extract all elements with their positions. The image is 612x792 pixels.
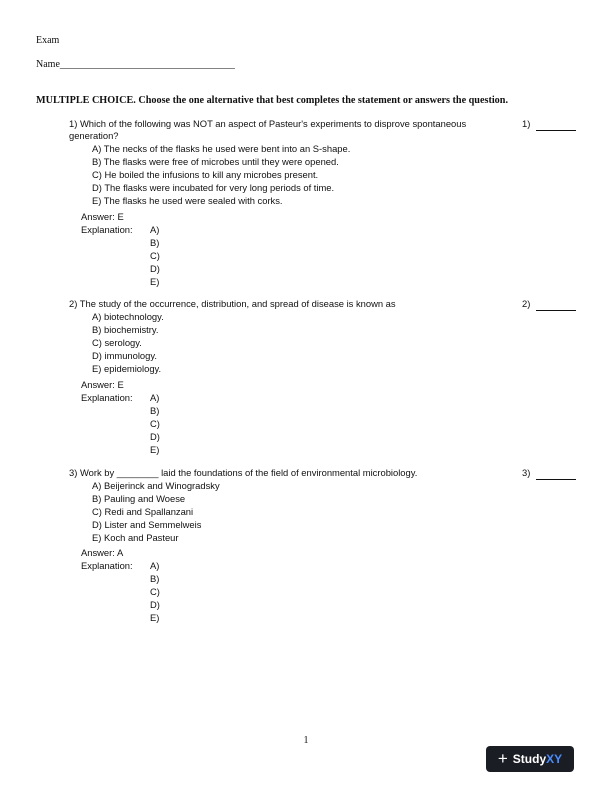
answer-blank[interactable] bbox=[536, 479, 576, 480]
choice-b: B) Pauling and Woese bbox=[92, 493, 186, 504]
explanation-letter: D) bbox=[150, 431, 160, 442]
plus-icon: + bbox=[497, 749, 508, 768]
explanation-letter: C) bbox=[150, 250, 160, 261]
explanation-label: Explanation: bbox=[81, 392, 133, 403]
answer-label: Answer: E bbox=[81, 211, 124, 222]
choice-c: C) serology. bbox=[92, 337, 142, 348]
choice-e: E) Koch and Pasteur bbox=[92, 532, 179, 543]
question-number: 1) bbox=[69, 118, 78, 129]
choice-e: E) epidemiology. bbox=[92, 363, 162, 374]
logo-study-text: Study bbox=[512, 752, 547, 766]
answer-number: 2) bbox=[522, 298, 531, 309]
answer-number: 1) bbox=[522, 118, 531, 129]
question-number: 3) bbox=[69, 467, 78, 478]
studyxy-logo[interactable] bbox=[486, 746, 574, 772]
choice-d: D) Lister and Semmelweis bbox=[92, 519, 202, 530]
explanation-letter: E) bbox=[150, 276, 160, 287]
name-field-line: Name___________________________________ bbox=[36, 59, 235, 70]
explanation-letter: A) bbox=[150, 224, 160, 235]
choice-c: C) He boiled the infusions to kill any microbes present. bbox=[92, 169, 319, 180]
choice-b: B) biochemistry. bbox=[92, 324, 159, 335]
choice-d: D) immunology. bbox=[92, 350, 157, 361]
question-text: The study of the occurrence, distribution, and spread of disease is known as bbox=[79, 298, 396, 309]
question-text: Which of the following was NOT an aspect of Pasteur's experiments to disprove spontaneous generation? bbox=[69, 118, 467, 141]
choice-c: C) Redi and Spallanzani bbox=[92, 506, 194, 517]
explanation-letter: C) bbox=[150, 418, 160, 429]
answer-blank[interactable] bbox=[536, 310, 576, 311]
explanation-letter: B) bbox=[150, 573, 160, 584]
choice-b: B) The flasks were free of microbes until they were opened. bbox=[92, 156, 339, 167]
choice-e: E) The flasks he used were sealed with corks. bbox=[92, 195, 283, 206]
explanation-letter: B) bbox=[150, 405, 160, 416]
explanation-label: Explanation: bbox=[81, 224, 133, 235]
page-number: 1 bbox=[303, 735, 309, 746]
explanation-letter: A) bbox=[150, 392, 160, 403]
explanation-label: Explanation: bbox=[81, 560, 133, 571]
explanation-letter: D) bbox=[150, 599, 160, 610]
exam-label: Exam bbox=[36, 35, 60, 46]
choice-a: A) The necks of the flasks he used were bent into an S-shape. bbox=[92, 143, 351, 154]
explanation-letter: D) bbox=[150, 263, 160, 274]
explanation-letter: E) bbox=[150, 444, 160, 455]
choice-a: A) biotechnology. bbox=[92, 311, 164, 322]
answer-blank[interactable] bbox=[536, 130, 576, 131]
explanation-letter: C) bbox=[150, 586, 160, 597]
choice-a: A) Beijerinck and Winogradsky bbox=[92, 480, 220, 491]
choice-d: D) The flasks were incubated for very long periods of time. bbox=[92, 182, 335, 193]
section-instructions: MULTIPLE CHOICE. Choose the one alternative that best completes the statement or answers the question. bbox=[36, 95, 508, 106]
answer-number: 3) bbox=[522, 467, 531, 478]
answer-label: Answer: A bbox=[81, 547, 124, 558]
explanation-letter: E) bbox=[150, 612, 160, 623]
question-text: Work by ________ laid the foundations of the field of environmental microbiology. bbox=[79, 467, 418, 478]
logo-xy-text: XY bbox=[546, 752, 563, 766]
explanation-letter: A) bbox=[150, 560, 160, 571]
explanation-letter: B) bbox=[150, 237, 160, 248]
question-number: 2) bbox=[69, 298, 78, 309]
answer-label: Answer: E bbox=[81, 379, 124, 390]
